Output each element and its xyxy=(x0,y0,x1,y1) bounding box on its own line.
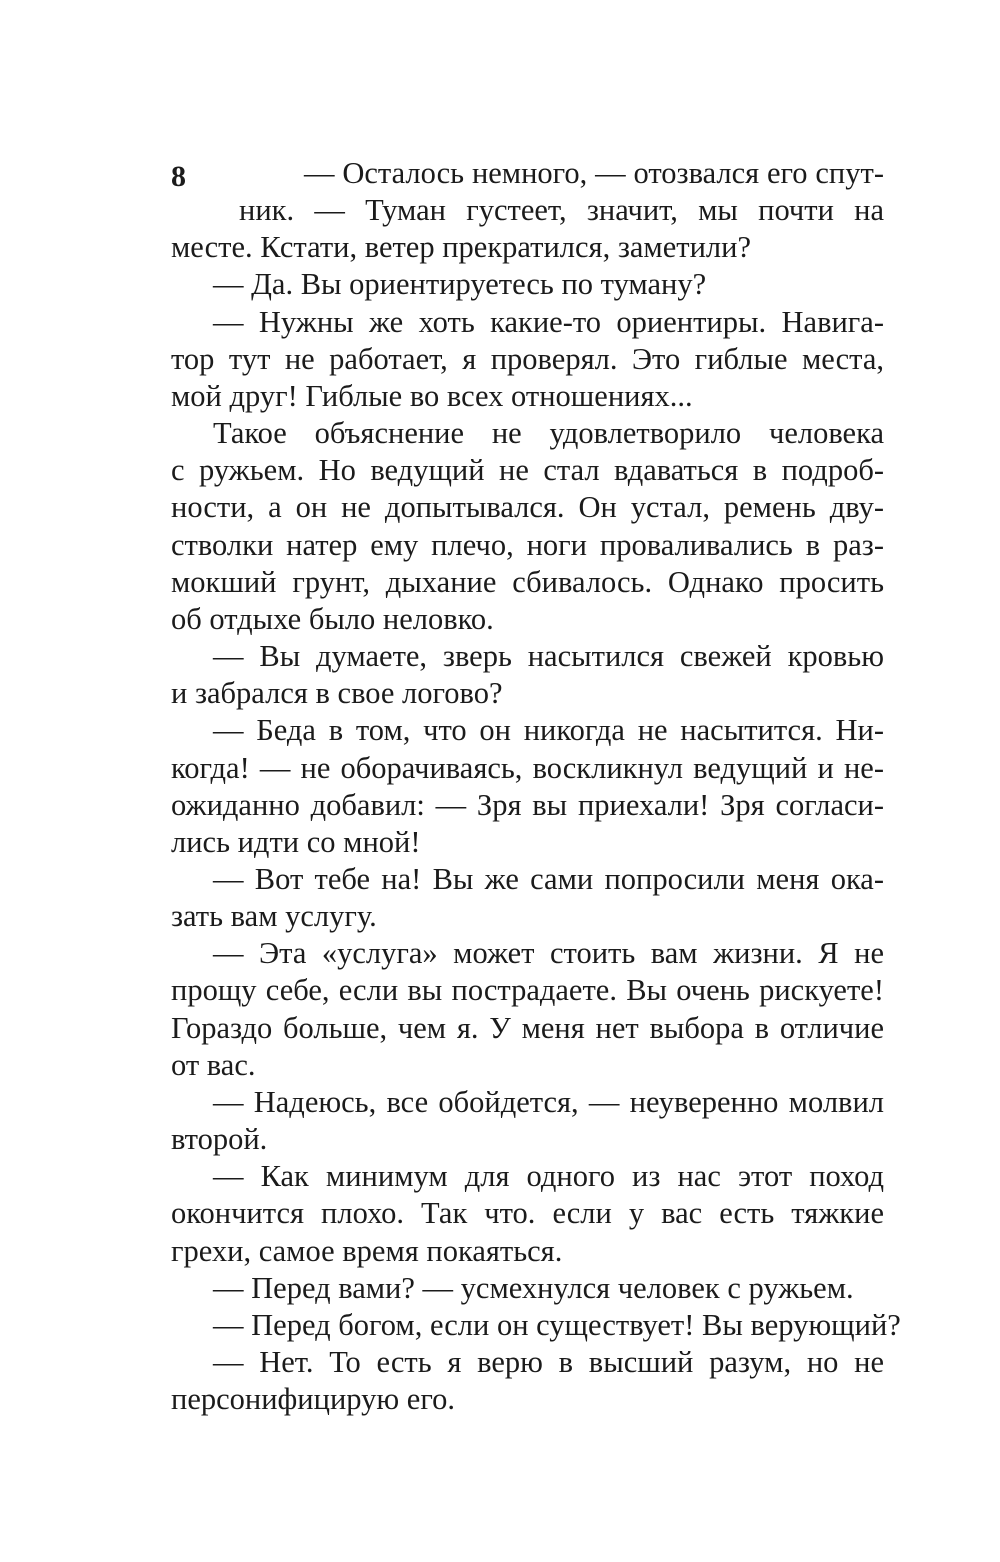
page-number: 8 xyxy=(171,160,186,193)
text-line: от вас. xyxy=(171,1047,256,1082)
text-line: ности, а он не допытывался. Он устал, ремень дву- xyxy=(171,490,884,525)
text-line: Гораздо больше, чем я. У меня нет выбора в отличие xyxy=(171,1010,884,1045)
text-line: — Перед вами? — усмехнулся человек с ружьем. xyxy=(213,1270,854,1305)
text-line: об отдыхе было неловко. xyxy=(171,601,494,636)
text-line: прощу себе, если вы пострадаете. Вы очень рискуете! xyxy=(171,973,884,1008)
text-line: — Вы думаете, зверь насытился свежей кровью xyxy=(213,639,884,674)
text-line: — Вот тебе на! Вы же сами попросили меня ока- xyxy=(213,861,884,896)
text-line: грехи, самое время покаяться. xyxy=(171,1233,563,1268)
text-line: Такое объяснение не удовлетворило человека xyxy=(213,416,884,451)
text-line: окончится плохо. Так что. если у вас есть тяжкие xyxy=(171,1196,884,1231)
text-line: персонифицирую его. xyxy=(171,1382,455,1417)
text-line: ник. — Туман густеет, значит, мы почти на xyxy=(239,193,884,228)
text-line: — Эта «услуга» может стоить вам жизни. Я не xyxy=(213,936,884,971)
text-line: когда! — не оборачиваясь, воскликнул ведущий и не- xyxy=(171,750,884,785)
text-line: ожиданно добавил: — Зря вы приехали! Зря согласи- xyxy=(171,787,884,822)
text-line: — Перед богом, если он существует! Вы верующий? xyxy=(213,1307,901,1342)
text-line: — Да. Вы ориентируетесь по туману? xyxy=(213,267,707,302)
text-line: — Нужны же хоть какие-то ориентиры. Навига- xyxy=(213,304,884,339)
text-line: лись идти со мной! xyxy=(171,824,421,859)
text-line: с ружьем. Но ведущий не стал вдаваться в подроб- xyxy=(171,453,884,488)
text-line: второй. xyxy=(171,1122,268,1157)
text-line: тор тут не работает, я проверял. Это гиблые места, xyxy=(171,341,884,376)
text-line: — Нет. То есть я верю в высший разум, но не xyxy=(213,1345,884,1379)
text-line: и забрался в свое логово? xyxy=(171,676,503,711)
text-line: — Надеюсь, все обойдется, — неуверенно молвил xyxy=(213,1084,884,1119)
text-line: — Беда в том, что он никогда не насытится. Ни- xyxy=(213,713,884,748)
text-line: — Осталось немного, — отозвался его спут- xyxy=(304,156,884,190)
body-text xyxy=(171,155,901,1418)
text-line: мокший грунт, дыхание сбивалось. Однако просить xyxy=(171,564,884,599)
text-line: зать вам услугу. xyxy=(171,899,377,934)
text-line: месте. Кстати, ветер прекратился, заметили? xyxy=(171,230,751,265)
text-line: мой друг! Гиблые во всех отношениях... xyxy=(171,378,693,413)
text-line: — Как минимум для одного из нас этот поход xyxy=(213,1159,884,1194)
text-line: стволки натер ему плечо, ноги проваливались в раз- xyxy=(171,527,884,562)
